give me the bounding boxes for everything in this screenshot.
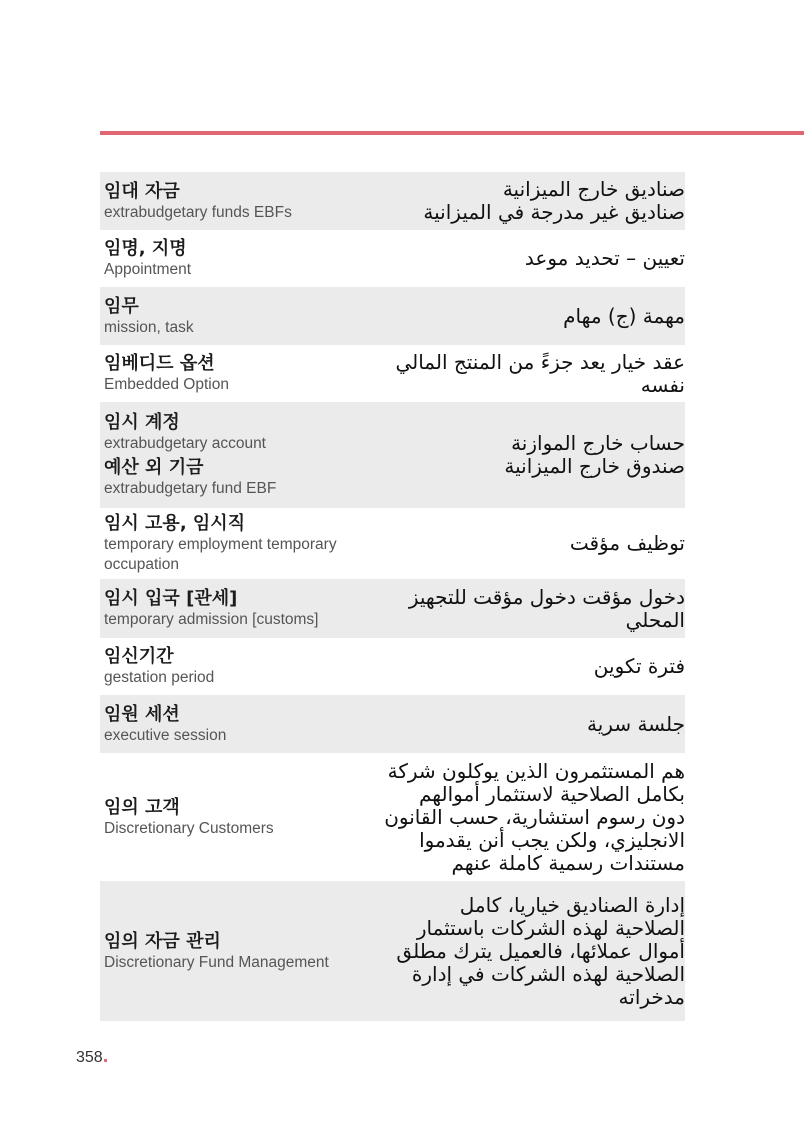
arabic-definition: توظيف مؤقت xyxy=(569,531,685,555)
glossary-row xyxy=(100,638,685,695)
english-term: Discretionary Fund Management xyxy=(104,953,329,971)
glossary-row xyxy=(100,753,685,881)
glossary-row xyxy=(100,230,685,287)
korean-term: 임명, 지명 xyxy=(104,238,187,259)
arabic-definition: مهمة (ج) مهام xyxy=(563,303,685,328)
arabic-definition: صناديق خارج الميزانية صناديق غير مدرجة في الميزانية xyxy=(423,177,685,224)
glossary-row xyxy=(100,402,685,508)
korean-term: 임의 자금 관리 xyxy=(104,930,221,952)
arabic-definition: إدارة الصناديق خياريا، كامل الصلاحية لهذه الشركات باستثمار أموال عملائها، فالعميل يترك مطلق الصلاحية لهذه الشركات في إدارة مدخراته xyxy=(396,892,685,1009)
english-term: executive session xyxy=(104,726,227,744)
glossary-row xyxy=(100,579,685,638)
korean-term: 임시 고용, 임시직 xyxy=(104,513,246,534)
page-number: 358. xyxy=(76,1045,109,1067)
glossary-table xyxy=(100,172,685,1021)
arabic-definition: جلسة سرية xyxy=(587,711,685,736)
korean-term: 임시 계정 xyxy=(104,412,180,433)
english-term: extrabudgetary funds EBFs xyxy=(104,203,292,221)
glossary-row xyxy=(100,172,685,230)
korean-term: 임시 입국 [관세] xyxy=(104,588,238,609)
arabic-definition: هم المستثمرون الذين يوكلون شركة بكامل الصلاحية لاستثمار أموالهم دون رسوم استشارية، حسب القانون الانجليزي، ولكن يجب أنن يقدموا مستندات رسمية كاملة عنهم xyxy=(384,758,685,875)
glossary-row xyxy=(100,695,685,753)
korean-term: 임원 세션 xyxy=(104,703,180,725)
header-rule xyxy=(100,131,804,135)
english-term: Embedded Option xyxy=(104,376,229,393)
korean-term: 임신기간 xyxy=(104,646,174,667)
glossary-row xyxy=(100,508,685,579)
arabic-definition: عقد خيار يعد جزءً من المنتج المالي نفسه xyxy=(395,349,685,397)
glossary-row xyxy=(100,345,685,402)
korean-term: 임베디드 옵션 xyxy=(104,353,215,374)
english-term: mission, task xyxy=(104,318,194,336)
english-term: gestation period xyxy=(104,669,215,686)
page-number-dot: . xyxy=(102,1045,109,1067)
arabic-definition: تعيين – تحديد موعد xyxy=(524,246,685,270)
english-term: extrabudgetary fund EBF xyxy=(104,480,277,497)
english-term: temporary admission [customs] xyxy=(104,611,319,628)
korean-term: 임의 고객 xyxy=(104,796,180,818)
arabic-definition: حساب خارج الموازنة صندوق خارج الميزانية xyxy=(504,431,685,478)
english-term: extrabudgetary account xyxy=(104,435,266,452)
english-term: Appointment xyxy=(104,261,192,278)
arabic-definition: فترة تكوين xyxy=(593,654,685,678)
english-term: temporary employment temporary occupation xyxy=(104,536,337,573)
english-term: Discretionary Customers xyxy=(104,819,274,837)
arabic-definition: دخول مؤقت دخول مؤقت للتجهيز المحلي xyxy=(408,584,685,632)
glossary-row xyxy=(100,287,685,345)
glossary-row xyxy=(100,881,685,1021)
korean-term: 임무 xyxy=(104,295,139,317)
korean-term: 임대 자금 xyxy=(104,180,180,202)
korean-term: 예산 외 기금 xyxy=(104,457,204,478)
